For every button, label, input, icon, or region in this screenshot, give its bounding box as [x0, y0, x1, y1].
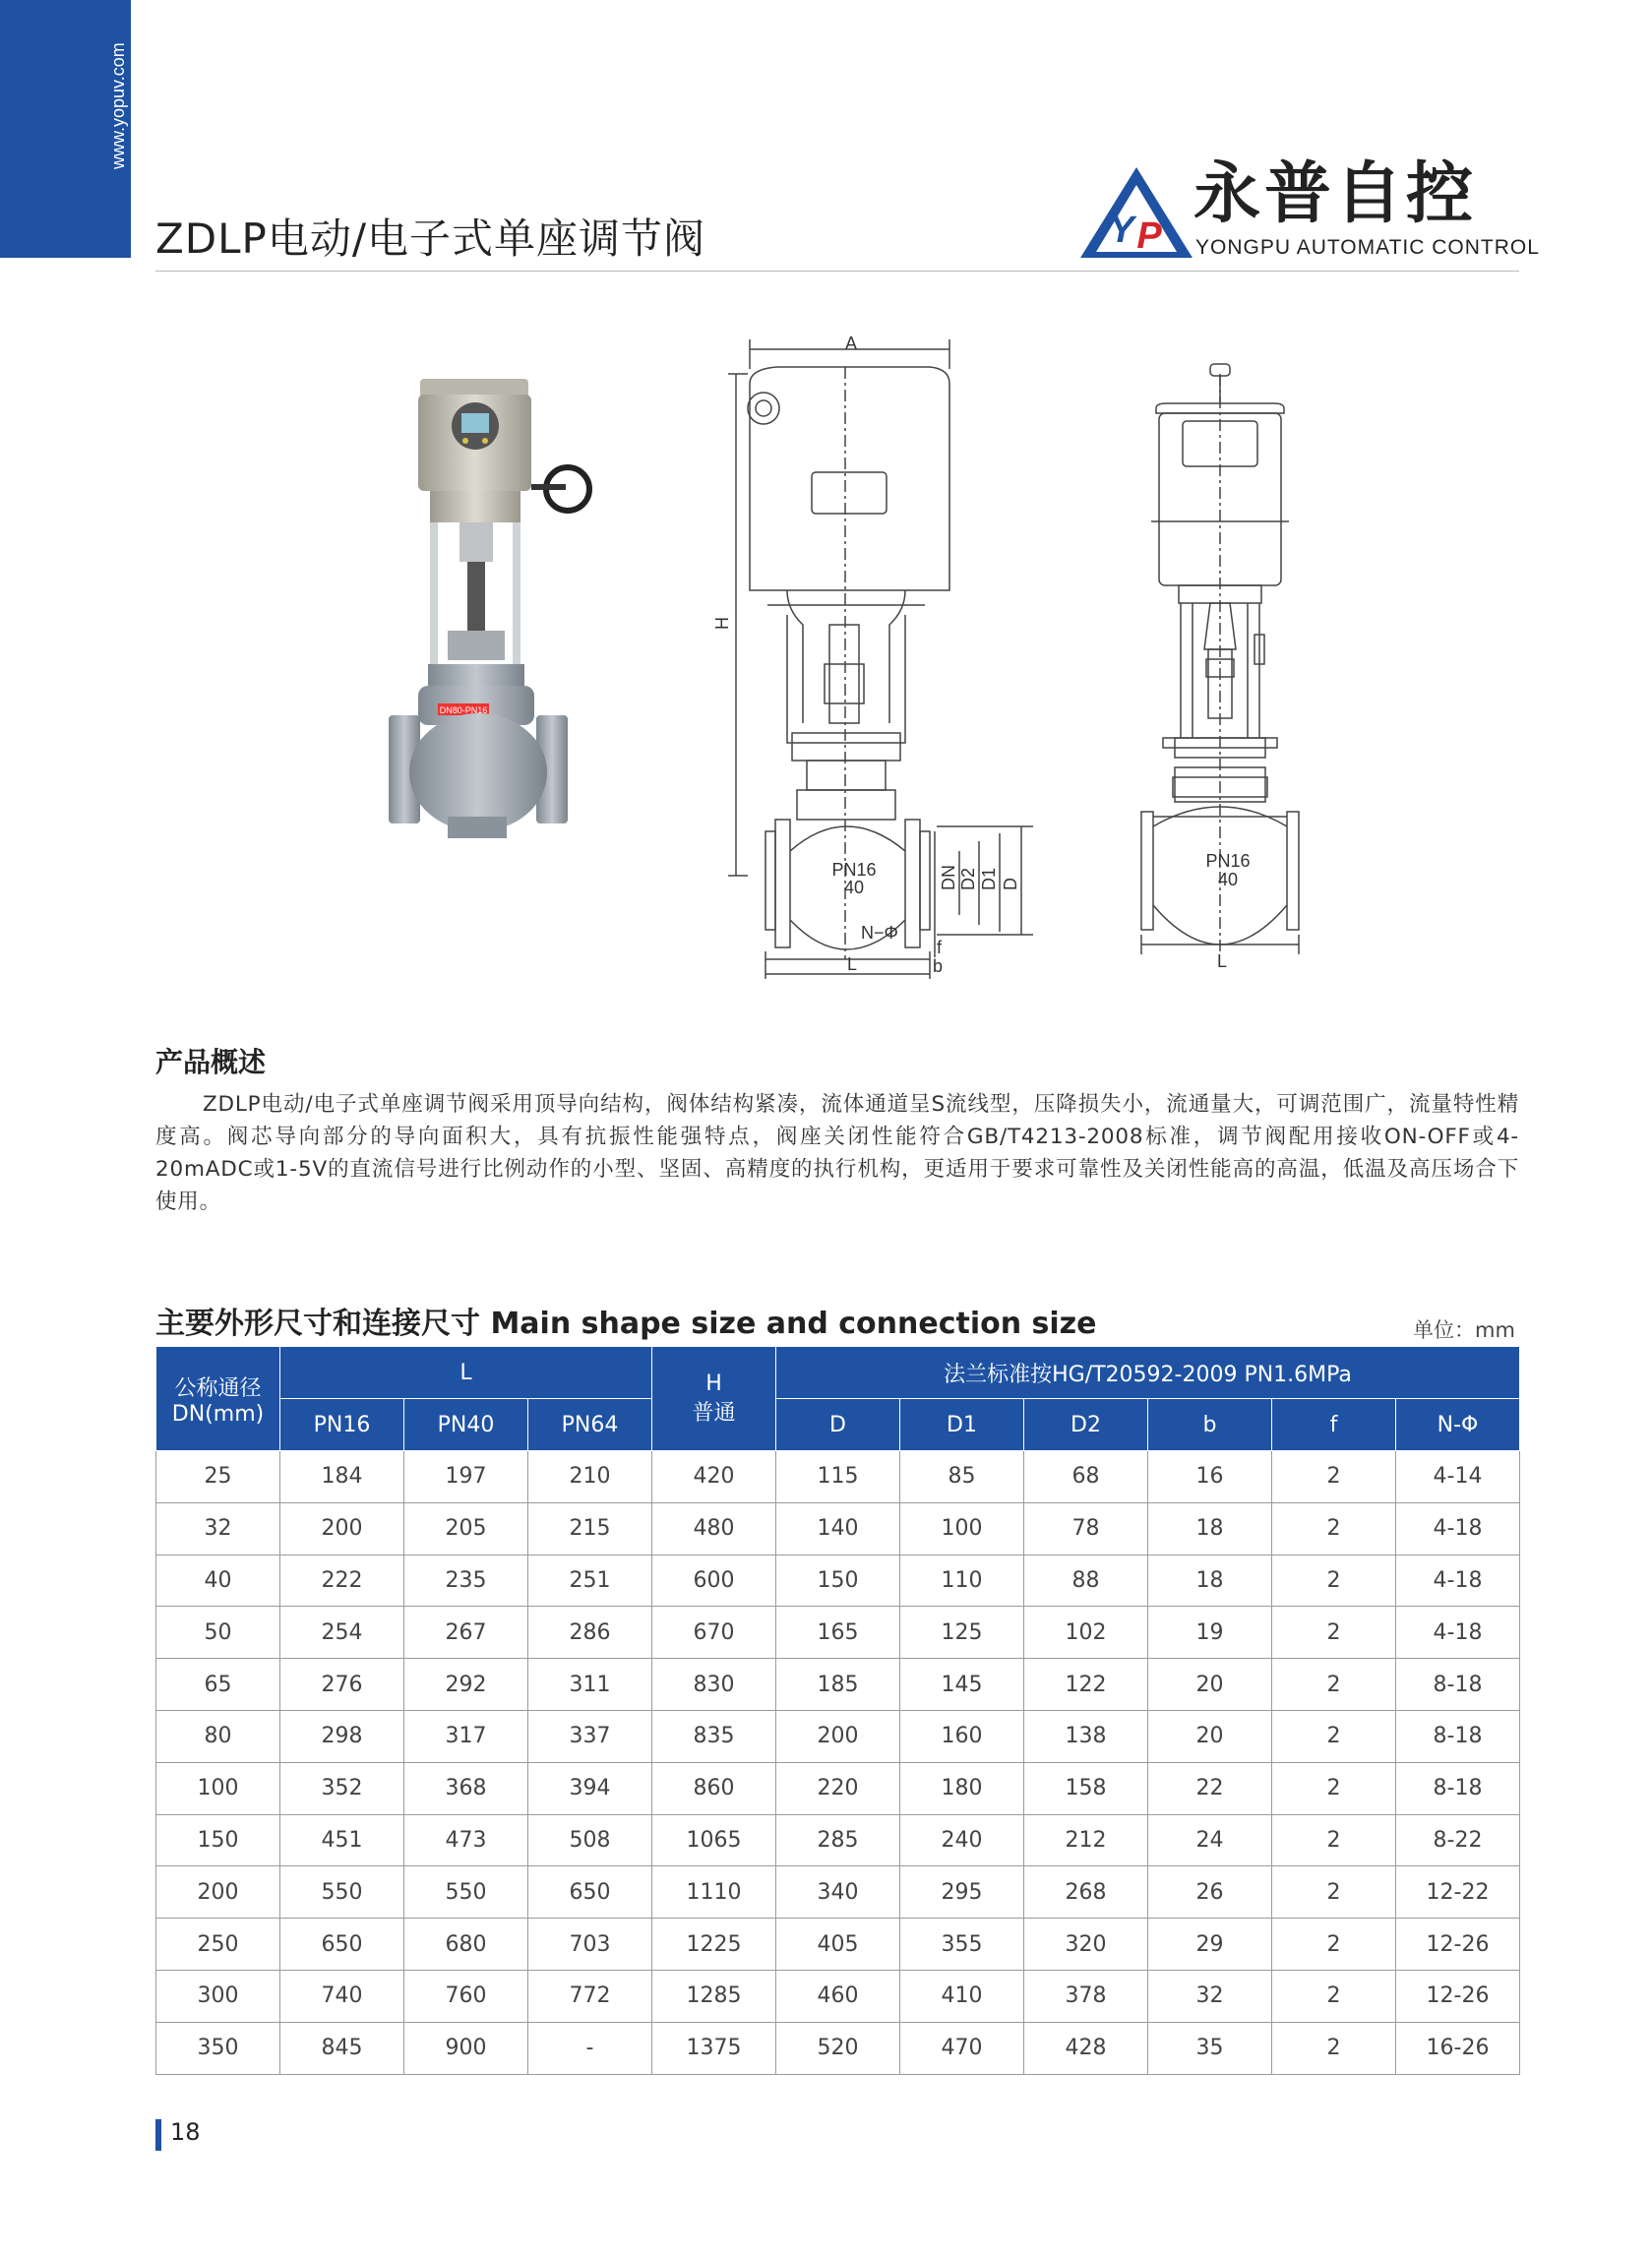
table-cell: 276 [280, 1659, 404, 1711]
page-title: ZDLP电动/电子式单座调节阀 [155, 214, 705, 263]
side-label-l: L [1216, 951, 1228, 971]
table-cell: 12-26 [1396, 1970, 1520, 2022]
table-cell: 29 [1148, 1919, 1272, 1971]
header-pn16: PN16 [280, 1399, 404, 1451]
header-b: b [1148, 1399, 1272, 1451]
table-cell: 150 [776, 1555, 900, 1607]
table-cell: 180 [900, 1762, 1024, 1814]
header-dn [156, 1347, 280, 1451]
table-cell: 18 [1148, 1502, 1272, 1555]
table-cell: 830 [652, 1659, 776, 1711]
table-cell: 405 [776, 1919, 900, 1971]
front-dimension-drawing [708, 330, 1043, 989]
table-cell: 845 [280, 2022, 404, 2074]
table-cell: 20 [1148, 1659, 1272, 1711]
side-label-pn: PN16 [1205, 851, 1251, 871]
table-cell: 8-22 [1396, 1814, 1520, 1866]
table-cell: 215 [528, 1502, 652, 1555]
table-cell: 122 [1024, 1659, 1148, 1711]
product-photo [389, 369, 615, 861]
table-cell: 78 [1024, 1502, 1148, 1555]
table-cell: 220 [776, 1762, 900, 1814]
table-row [156, 1502, 1520, 1555]
table-cell: 8-18 [1396, 1710, 1520, 1762]
label-d: D [1001, 878, 1020, 890]
table-cell: 267 [404, 1607, 528, 1659]
table-row [156, 1919, 1520, 1971]
table-cell: 337 [528, 1710, 652, 1762]
table-cell: 835 [652, 1710, 776, 1762]
table-cell: 251 [528, 1555, 652, 1607]
table-cell: 205 [404, 1502, 528, 1555]
brand-name-cn: 永普自控 [1193, 155, 1478, 233]
table-cell: 1110 [652, 1866, 776, 1919]
table-cell: 650 [280, 1919, 404, 1971]
table-cell: 860 [652, 1762, 776, 1814]
table-cell: 115 [776, 1451, 900, 1503]
label-d2: D2 [958, 867, 978, 890]
table-cell: 102 [1024, 1607, 1148, 1659]
table-cell: 355 [900, 1919, 1024, 1971]
label-pn-40: 40 [843, 878, 865, 897]
table-row [156, 1814, 1520, 1866]
table-cell: 900 [404, 2022, 528, 2074]
table-cell: 4-18 [1396, 1607, 1520, 1659]
label-n-phi: N−Φ [861, 923, 898, 943]
table-cell: 470 [900, 2022, 1024, 2074]
table-cell: 68 [1024, 1451, 1148, 1503]
label-a: A [844, 334, 858, 353]
table-cell: 254 [280, 1607, 404, 1659]
table-cell: 32 [1148, 1970, 1272, 2022]
table-cell: 268 [1024, 1866, 1148, 1919]
table-cell: 473 [404, 1814, 528, 1866]
table-cell: 2 [1272, 1814, 1396, 1866]
table-cell: 680 [404, 1919, 528, 1971]
header-h-line1: H [705, 1371, 722, 1396]
table-cell: 8-18 [1396, 1762, 1520, 1814]
dimension-table [155, 1346, 1520, 2075]
table-cell: 378 [1024, 1970, 1148, 2022]
table-cell: 650 [528, 1866, 652, 1919]
page-marker [155, 2119, 161, 2151]
brand-name-en: YONGPU AUTOMATIC CONTROL [1195, 236, 1540, 259]
table-cell: 340 [776, 1866, 900, 1919]
table-cell: 1225 [652, 1919, 776, 1971]
table-cell: 2 [1272, 1451, 1396, 1503]
table-cell: 2 [1272, 1659, 1396, 1711]
table-cell: 772 [528, 1970, 652, 2022]
table-cell: 317 [404, 1710, 528, 1762]
table-cell: 40 [156, 1555, 280, 1607]
table-cell: 88 [1024, 1555, 1148, 1607]
table-cell: 352 [280, 1762, 404, 1814]
table-cell: 292 [404, 1659, 528, 1711]
table-cell: 410 [900, 1970, 1024, 2022]
label-f: f [937, 938, 943, 957]
label-h: H [712, 617, 732, 630]
table-cell: 394 [528, 1762, 652, 1814]
table-cell: 320 [1024, 1919, 1148, 1971]
table-cell: 4-14 [1396, 1451, 1520, 1503]
table-cell: 16-26 [1396, 2022, 1520, 2074]
table-cell: 138 [1024, 1710, 1148, 1762]
table-body [156, 1451, 1520, 2075]
header-d: D [776, 1399, 900, 1451]
table-cell: 65 [156, 1659, 280, 1711]
side-dimension-drawing [1132, 354, 1328, 989]
table-cell: - [528, 2022, 652, 2074]
label-d1: D1 [979, 867, 999, 890]
table-cell: 2 [1272, 1710, 1396, 1762]
table-cell: 2 [1272, 1866, 1396, 1919]
table-cell: 165 [776, 1607, 900, 1659]
table-cell: 150 [156, 1814, 280, 1866]
table-cell: 368 [404, 1762, 528, 1814]
brand-logo [1078, 165, 1194, 260]
label-dn: DN [939, 865, 958, 890]
table-cell: 80 [156, 1710, 280, 1762]
table-cell: 1375 [652, 2022, 776, 2074]
table-cell: 2 [1272, 1762, 1396, 1814]
header-flange-group: 法兰标准按HG/T20592-2009 PN1.6MPa [776, 1347, 1520, 1399]
table-cell: 200 [776, 1710, 900, 1762]
table-cell: 300 [156, 1970, 280, 2022]
table-cell: 508 [528, 1814, 652, 1866]
label-b: b [933, 956, 944, 976]
table-cell: 2 [1272, 1607, 1396, 1659]
table-cell: 184 [280, 1451, 404, 1503]
table-cell: 460 [776, 1970, 900, 2022]
table-cell: 550 [404, 1866, 528, 1919]
page-number: 18 [170, 2118, 201, 2146]
table-cell: 451 [280, 1814, 404, 1866]
label-l: L [846, 954, 858, 974]
table-cell: 18 [1148, 1555, 1272, 1607]
table-cell: 670 [652, 1607, 776, 1659]
table-cell: 160 [900, 1710, 1024, 1762]
logo-letter-p: P [1136, 215, 1162, 257]
table-cell: 19 [1148, 1607, 1272, 1659]
table-cell: 32 [156, 1502, 280, 1555]
table-cell: 740 [280, 1970, 404, 2022]
header-h-line2: 普通 [692, 1400, 736, 1426]
header-pn64: PN64 [528, 1399, 652, 1451]
table-cell: 285 [776, 1814, 900, 1866]
table-cell: 222 [280, 1555, 404, 1607]
table-row [156, 1607, 1520, 1659]
table-cell: 1285 [652, 1970, 776, 2022]
table-row [156, 1710, 1520, 1762]
table-cell: 2 [1272, 1555, 1396, 1607]
table-cell: 185 [776, 1659, 900, 1711]
table-row [156, 1659, 1520, 1711]
table-row [156, 1970, 1520, 2022]
header-d1: D1 [900, 1399, 1024, 1451]
table-cell: 2 [1272, 1502, 1396, 1555]
table-cell: 235 [404, 1555, 528, 1607]
table-cell: 2 [1272, 1970, 1396, 2022]
header-l-group: L [280, 1347, 652, 1399]
table-cell: 110 [900, 1555, 1024, 1607]
table-cell: 250 [156, 1919, 280, 1971]
table-cell: 311 [528, 1659, 652, 1711]
table-cell: 125 [900, 1607, 1024, 1659]
table-cell: 240 [900, 1814, 1024, 1866]
table-cell: 550 [280, 1866, 404, 1919]
table-cell: 2 [1272, 1919, 1396, 1971]
header-pn40: PN40 [404, 1399, 528, 1451]
table-row [156, 1866, 1520, 1919]
table-cell: 212 [1024, 1814, 1148, 1866]
header-n-phi: N-Φ [1396, 1399, 1520, 1451]
table-cell: 8-18 [1396, 1659, 1520, 1711]
overview-text: ZDLP电动/电子式单座调节阀采用顶导向结构，阀体结构紧凑，流体通道呈S流线型，压降损失小，流通量大，可调范围广，流量特性精度高。阀芯导向部分的导向面积大，具有抗振性能强特点，阀座关闭性能符合GB/T4213-2008标准，调节阀配用接收ON-OFF或4-20mADC或1-5V的直流信号进行比例动作的小型、坚固、高精度的执行机构，更适用于要求可靠性及关闭性能高的高温，低温及高压场合下使用。 [155, 1092, 1519, 1214]
table-cell: 158 [1024, 1762, 1148, 1814]
table-cell: 703 [528, 1919, 652, 1971]
table-cell: 20 [1148, 1710, 1272, 1762]
body-marking: DN80-PN16 [439, 705, 488, 715]
table-cell: 85 [900, 1451, 1024, 1503]
table-cell: 286 [528, 1607, 652, 1659]
table-cell: 24 [1148, 1814, 1272, 1866]
table-heading: 主要外形尺寸和连接尺寸 Main shape size and connection size [155, 1307, 1097, 1341]
table-cell: 140 [776, 1502, 900, 1555]
header-dn-line1: 公称通径 [174, 1375, 262, 1401]
table-cell: 50 [156, 1607, 280, 1659]
logo-letter-y: Y [1109, 210, 1134, 251]
header-d2: D2 [1024, 1399, 1148, 1451]
table-cell: 420 [652, 1451, 776, 1503]
table-cell: 145 [900, 1659, 1024, 1711]
table-cell: 295 [900, 1866, 1024, 1919]
overview-heading: 产品概述 [155, 1046, 267, 1078]
table-cell: 200 [280, 1502, 404, 1555]
table-cell: 200 [156, 1866, 280, 1919]
table-cell: 480 [652, 1502, 776, 1555]
table-cell: 760 [404, 1970, 528, 2022]
website-url: www.yopuv.com [108, 42, 128, 169]
header-h [652, 1347, 776, 1451]
table-cell: 22 [1148, 1762, 1272, 1814]
table-cell: 1065 [652, 1814, 776, 1866]
table-cell: 35 [1148, 2022, 1272, 2074]
header-f: f [1272, 1399, 1396, 1451]
table-cell: 2 [1272, 2022, 1396, 2074]
table-cell: 350 [156, 2022, 280, 2074]
table-cell: 100 [900, 1502, 1024, 1555]
label-pn: PN16 [831, 860, 877, 880]
side-label-pn-40: 40 [1217, 870, 1239, 889]
table-cell: 298 [280, 1710, 404, 1762]
table-row [156, 2022, 1520, 2074]
table-cell: 12-22 [1396, 1866, 1520, 1919]
table-row [156, 1762, 1520, 1814]
table-cell: 100 [156, 1762, 280, 1814]
table-cell: 520 [776, 2022, 900, 2074]
header-divider [155, 271, 1519, 272]
table-cell: 4-18 [1396, 1555, 1520, 1607]
table-cell: 428 [1024, 2022, 1148, 2074]
table-cell: 12-26 [1396, 1919, 1520, 1971]
table-cell: 26 [1148, 1866, 1272, 1919]
unit-label: 单位：mm [1413, 1318, 1515, 1342]
table-cell: 16 [1148, 1451, 1272, 1503]
table-cell: 197 [404, 1451, 528, 1503]
table-cell: 210 [528, 1451, 652, 1503]
table-row [156, 1555, 1520, 1607]
table-cell: 25 [156, 1451, 280, 1503]
header-dn-line2: DN(mm) [171, 1401, 265, 1427]
table-cell: 600 [652, 1555, 776, 1607]
table-row [156, 1451, 1520, 1503]
table-cell: 4-18 [1396, 1502, 1520, 1555]
